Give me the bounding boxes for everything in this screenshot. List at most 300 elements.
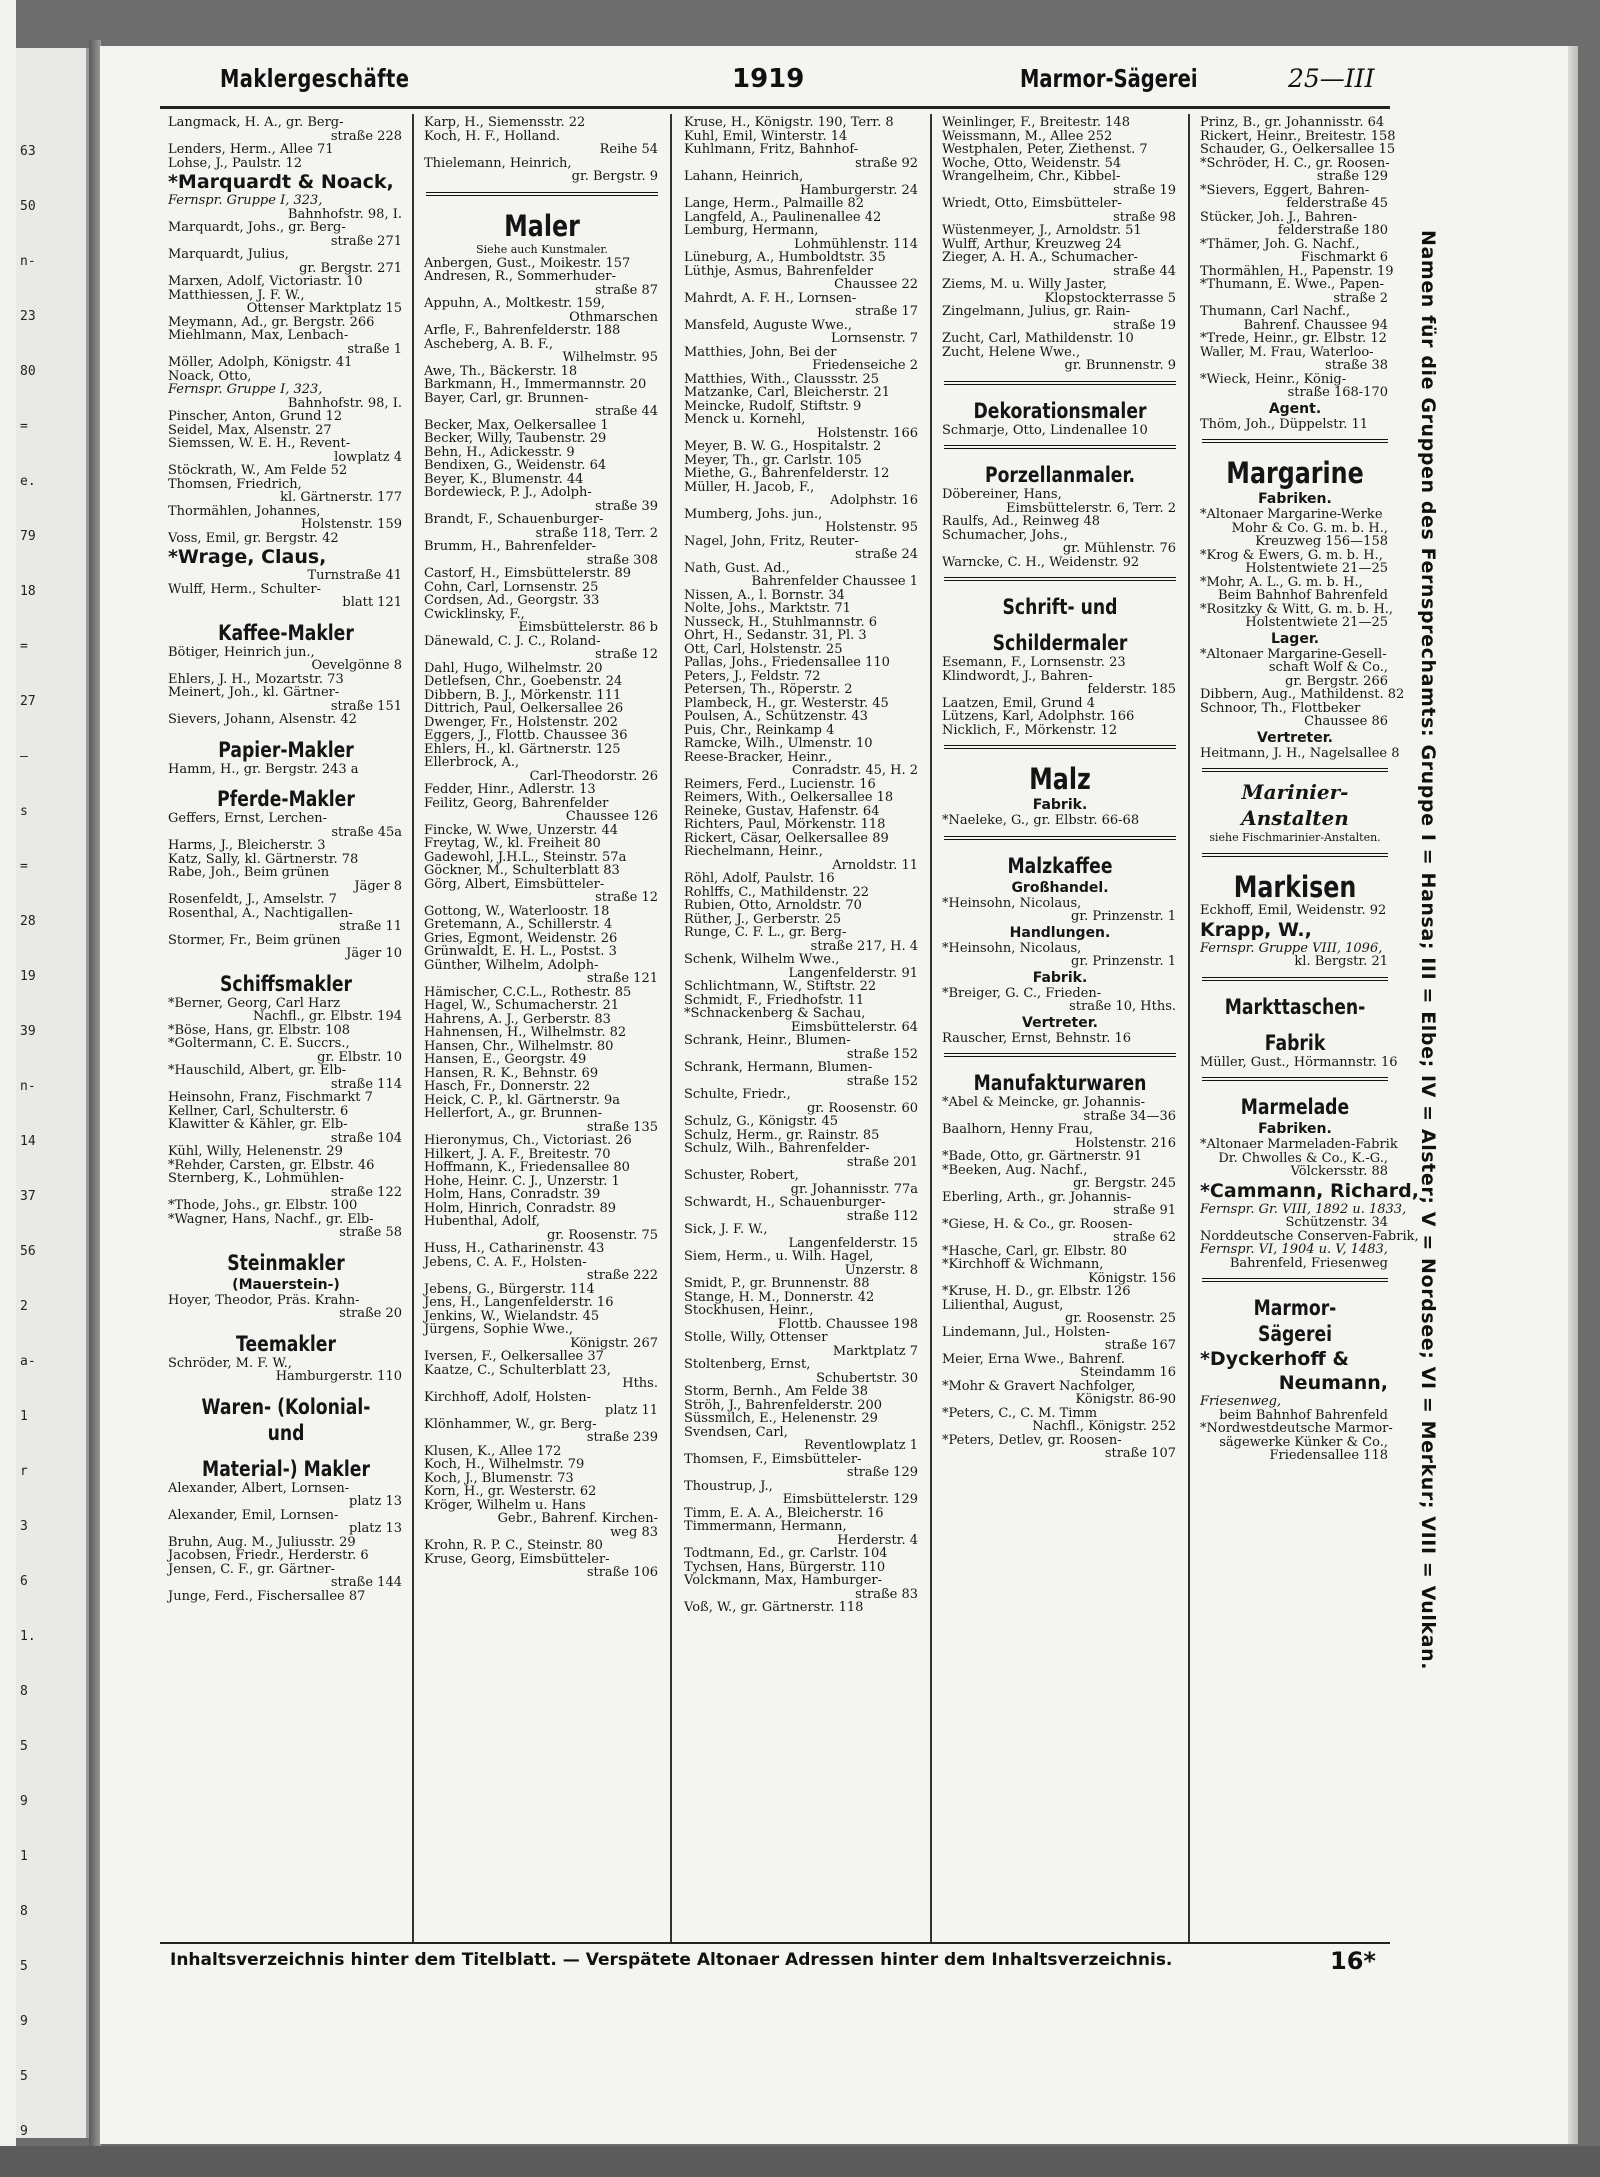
listing-continuation: Neumann, [1278, 1372, 1388, 1394]
listing-entry: Rickert, Cäsar, Oelkersallee 89 [684, 830, 889, 846]
listing-continuation: felderstraße 45 [1286, 196, 1388, 211]
listing-entry: Barkmann, H., Immermannstr. 20 [424, 377, 647, 392]
previous-page-fragment: n- [20, 254, 36, 269]
telephone-groups-note: Namen für die Gruppen des Fernsprechamts: Gruppe I = Hansa; III = Elbe; IV = Alster; V = Nordsee; VI = Merkur; VIII = Vulkan. [1417, 230, 1439, 1671]
listing-entry: Schmarje, Otto, Lindenallee 10 [942, 422, 1148, 438]
listing-entry: Zucht, Helene Wwe., [942, 344, 1081, 360]
section-heading: Schiffsmakler [219, 971, 353, 996]
listing-continuation: straße 271 [330, 233, 402, 249]
listing-continuation: straße 129 [846, 1465, 918, 1480]
listing-continuation: straße 12 [595, 890, 658, 905]
double-rule [1202, 439, 1388, 446]
listing-continuation: blatt 121 [342, 595, 402, 610]
page-number: 16* [1330, 1947, 1376, 1975]
previous-page-fragment: 2 [20, 1299, 28, 1314]
listing-continuation: straße 2 [1333, 290, 1388, 306]
listing-entry: Cohn, Carl, Lornsenstr. 25 [424, 579, 599, 595]
listing-continuation: straße 92 [855, 155, 918, 171]
listing-continuation: straße 107 [1104, 1446, 1176, 1461]
listing-entry: Lüneburg, A., Humboldtstr. 35 [684, 250, 886, 265]
listing-entry: Eckhoff, Emil, Weidenstr. 92 [1200, 903, 1387, 918]
listing-continuation: gr. Roosenstr. 60 [806, 1100, 918, 1116]
listing-continuation: straße 1 [347, 341, 402, 357]
listing-entry: Becker, Willy, Taubenstr. 29 [424, 431, 607, 446]
listing-entry: Timmermann, Hermann, [684, 1519, 847, 1534]
previous-page-fragment: 3 [20, 1519, 28, 1534]
listing-entry: Grünwaldt, E. H. L., Postst. 3 [424, 944, 617, 959]
listing-entry: Thöm, Joh., Düppelstr. 11 [1200, 416, 1369, 432]
section-heading: Malz [1029, 762, 1091, 796]
listing-entry: Hoyer, Theodor, Präs. Krahn- [168, 1292, 360, 1308]
listing-entry: Schulz, G., Königstr. 45 [684, 1114, 839, 1129]
listing-continuation: Holstenstr. 159 [300, 517, 402, 532]
listing-entry: *Giese, H. & Co., gr. Roosen- [942, 1216, 1133, 1232]
listing-continuation: gr. Bergstr. 245 [1073, 1176, 1176, 1191]
listing-entry: Weinlinger, F., Breitestr. 148 [942, 115, 1130, 130]
listing-continuation: Reventlowplatz 1 [804, 1438, 918, 1453]
section-heading: Malzkaffee [1007, 853, 1113, 878]
listing-continuation: felderstr. 185 [1087, 682, 1176, 697]
listing-entry: Günther, Wilhelm, Adolph- [424, 957, 599, 973]
listing-continuation: Reihe 54 [599, 142, 658, 157]
listing-entry: Koch, J., Blumenstr. 73 [424, 1470, 574, 1486]
listing-entry: Miethe, G., Bahrenfelderstr. 12 [684, 466, 890, 481]
listing-entry: Beyer, K., Blumenstr. 44 [424, 471, 584, 487]
listing-continuation: straße 12 [595, 647, 658, 662]
section-heading: Marmor-Sägerei [1253, 1296, 1337, 1346]
listing-entry: Schumacher, Johs., [942, 527, 1068, 543]
listing-continuation: straße 129 [1316, 169, 1388, 184]
listing-entry: *Heinsohn, Nicolaus, [942, 895, 1082, 911]
listing-entry: *Rehder, Carsten, gr. Elbstr. 46 [168, 1157, 375, 1173]
listing-entry: Schulz, Wilh., Bahrenfelder- [684, 1141, 870, 1156]
previous-page-fragment: 37 [20, 1189, 36, 1204]
listing-entry: Pallas, Johs., Friedensallee 110 [684, 655, 890, 670]
listing-entry: Klindwordt, J., Bahren- [942, 668, 1093, 684]
double-rule [1202, 977, 1388, 984]
listing-entry: Matzanke, Carl, Bleicherstr. 21 [684, 385, 891, 400]
previous-page-fragment: 1 [20, 1409, 28, 1424]
listing-continuation: Jäger 10 [346, 946, 402, 961]
listing-entry: Eberling, Arth., gr. Johannis- [942, 1189, 1132, 1205]
listing-continuation: Chaussee 126 [565, 809, 658, 824]
listing-entry: Schwardt, H., Schauenburger- [684, 1195, 886, 1210]
double-rule [1202, 853, 1388, 860]
listing-continuation: felderstraße 180 [1277, 223, 1388, 238]
listing-entry: Schauder, G., Oelkersallee 15 [1200, 142, 1396, 157]
section-heading: Dekorationsmaler [973, 398, 1147, 423]
listing-entry: Miehlmann, Max, Lenbach- [168, 328, 349, 343]
listing-continuation: straße 239 [586, 1430, 658, 1445]
listing-entry: Stange, H. M., Donnerstr. 42 [684, 1289, 875, 1305]
listing-entry: Nath, Gust. Ad., [684, 560, 790, 576]
listing-entry: Bruhn, Aug. M., Juliusstr. 29 [168, 1534, 356, 1550]
listing-entry: Rauscher, Ernst, Behnstr. 16 [942, 1030, 1131, 1046]
listing-continuation: straße 11 [339, 919, 402, 934]
listing-continuation: Holstenstr. 95 [825, 520, 918, 535]
listing-continuation: straße 222 [586, 1268, 658, 1283]
listing-continuation: Holstenstr. 166 [816, 425, 918, 441]
listing-continuation: schaft Wolf & Co., [1268, 660, 1388, 675]
listing-entry: Zucht, Carl, Mathildenstr. 10 [942, 331, 1134, 346]
listing-continuation: platz 11 [605, 1403, 658, 1418]
listing-continuation: Schützenstr. 34 [1285, 1215, 1388, 1230]
listing-entry: *Altonaer Margarine-Gesell- [1200, 646, 1387, 662]
listing-continuation: platz 13 [349, 1521, 402, 1536]
section-heading: Kaffee-Makler [218, 620, 354, 645]
listing-entry: Schröder, M. F. W., [168, 1355, 292, 1371]
listing-entry: Holm, Hans, Conradstr. 39 [424, 1187, 601, 1202]
listing-entry: Poulsen, A., Schützenstr. 43 [684, 709, 868, 724]
listing-continuation: Holstentwiete 21—25 [1245, 561, 1388, 576]
listing-entry: Meymann, Ad., gr. Bergstr. 266 [168, 314, 375, 330]
listing-entry: Hamm, H., gr. Bergstr. 243 a [168, 761, 359, 777]
listing-continuation: straße 106 [586, 1565, 658, 1580]
listing-continuation: straße 19 [1113, 317, 1176, 333]
listing-continuation: straße 167 [1104, 1338, 1176, 1353]
listing-entry: *Cammann, Richard, [1200, 1179, 1419, 1202]
listing-column-1 [168, 116, 404, 1946]
listing-entry: Fernspr. Gruppe I, 323, [168, 382, 323, 397]
listing-continuation: straße 151 [330, 698, 402, 714]
subheading: Großhandel. [1011, 879, 1109, 896]
listing-entry: Lange, Herm., Palmaille 82 [684, 196, 864, 211]
double-rule [1202, 1077, 1388, 1084]
footer-note: Inhaltsverzeichnis hinter dem Titelblatt. — Verspätete Altonaer Adressen hinter dem Inhaltsverzeichnis. [170, 1950, 1173, 1970]
listing-continuation: straße 87 [595, 282, 658, 298]
listing-entry: Reineke, Gustav, Hafenstr. 64 [684, 803, 880, 819]
listing-continuation: Völckersstr. 88 [1290, 1164, 1388, 1179]
listing-entry: Göckner, M., Schulterblatt 83 [424, 863, 620, 878]
listing-entry: Ascheberg, A. B. F., [424, 336, 553, 352]
listing-entry: Heitmann, J. H., Nagelsallee 8 [1200, 745, 1400, 761]
listing-entry: Heick, C. P., kl. Gärtnerstr. 9a [424, 1092, 620, 1108]
listing-entry: Krapp, W., [1200, 918, 1312, 941]
listing-entry: Ehlers, H., kl. Gärtnerstr. 125 [424, 741, 621, 757]
listing-continuation: straße 122 [330, 1184, 402, 1200]
listing-entry: *Berner, Georg, Carl Harz [168, 995, 341, 1011]
listing-entry: Lahann, Heinrich, [684, 169, 804, 184]
listing-entry: Mansfeld, Auguste Wwe., [684, 317, 852, 333]
listing-continuation: straße 228 [330, 128, 402, 144]
listing-continuation: Lohmühlenstr. 114 [794, 236, 918, 252]
listing-continuation: Nachfl., Königstr. 252 [1032, 1419, 1176, 1434]
listing-continuation: straße 44 [595, 404, 658, 419]
listing-entry: Rabe, Joh., Beim grünen [168, 865, 330, 880]
listing-entry: Thomsen, Friedrich, [168, 476, 302, 492]
listing-entry: Prinz, B., gr. Johannisstr. 64 [1200, 115, 1385, 130]
previous-page-fragment: 23 [20, 309, 36, 324]
listing-entry: Möller, Adolph, Königstr. 41 [168, 355, 353, 370]
previous-page-fragment: 18 [20, 584, 36, 599]
listing-entry: Voss, Emil, gr. Bergstr. 42 [168, 530, 339, 546]
listing-entry: Riechelmann, Heinr., [684, 844, 823, 859]
listing-entry: Marquardt, Johs., gr. Berg- [168, 220, 346, 235]
listing-entry: Sick, J. F. W., [684, 1222, 768, 1237]
listing-entry: *Naeleke, G., gr. Elbstr. 66-68 [942, 813, 1140, 828]
listing-entry: Jürgens, Sophie Wwe., [424, 1322, 573, 1337]
listing-continuation: Bahnhofstr. 98, I. [287, 206, 402, 222]
listing-continuation: Bahrenfeld, Friesenweg [1229, 1255, 1388, 1271]
listing-continuation: beim Bahnhof Bahrenfeld [1219, 1407, 1388, 1423]
listing-entry: Röhl, Adolf, Paulstr. 16 [684, 871, 835, 886]
listing-entry: *Breiger, G. C., Frieden- [942, 985, 1102, 1001]
running-head-page-ref: 25—III [1288, 64, 1375, 93]
listing-entry: Raulfs, Ad., Reinweg 48 [942, 514, 1101, 529]
cross-reference-note: Siehe auch Kunstmaler. [476, 242, 608, 256]
section-heading: Markttaschen- [1224, 994, 1366, 1019]
listing-entry: Rubien, Otto, Arnoldstr. 70 [684, 898, 862, 913]
section-heading: Markisen [1233, 870, 1357, 904]
listing-entry: Bendixen, G., Weidenstr. 64 [424, 458, 607, 473]
listing-entry: Nusseck, H., Stuhlmannstr. 6 [684, 614, 878, 630]
listing-continuation: Königstr. 156 [1088, 1270, 1176, 1286]
listing-entry: Tychsen, Hans, Bürgerstr. 110 [684, 1559, 886, 1575]
listing-entry: Thormählen, H., Papenstr. 19 [1200, 263, 1394, 279]
listing-entry: Plambeck, H., gr. Westerstr. 45 [684, 695, 889, 711]
listing-entry: Siem, Herm., u. Wilh. Hagel, [684, 1249, 874, 1264]
listing-continuation: straße 114 [330, 1076, 402, 1092]
listing-continuation: Hamburgerstr. 110 [275, 1369, 402, 1384]
listing-continuation: gr. Johannisstr. 77a [790, 1181, 918, 1197]
running-head-right: Marmor-Sägerei [1020, 64, 1198, 93]
listing-entry: Wulff, Arthur, Kreuzweg 24 [942, 236, 1122, 252]
previous-page-fragment: 5 [20, 1739, 28, 1754]
listing-continuation: Wilhelmstr. 95 [562, 350, 658, 365]
listing-continuation: Holstenstr. 216 [1074, 1135, 1176, 1151]
listing-continuation: straße 217, H. 4 [810, 938, 918, 954]
double-rule [1202, 768, 1388, 775]
listing-entry: Hahnensen, H., Wilhelmstr. 82 [424, 1025, 627, 1040]
section-heading: Teemakler [236, 1331, 336, 1356]
listing-entry: Andresen, R., Sommerhuder- [424, 269, 616, 284]
listing-continuation: straße 152 [846, 1046, 918, 1062]
section-heading: Manufakturwaren [973, 1071, 1147, 1095]
listing-entry: Dibbern, B. J., Mörkenstr. 111 [424, 687, 622, 703]
listing-entry: Ziems, M. u. Willy Jaster, [942, 277, 1107, 292]
listing-continuation: straße 44 [1113, 263, 1176, 279]
listing-entry: Schlichtmann, W., Stiftstr. 22 [684, 979, 877, 994]
listing-entry: Karp, H., Siemensstr. 22 [424, 115, 586, 130]
listing-entry: Weissmann, M., Allee 252 [942, 128, 1113, 144]
listing-entry: Döbereiner, Hans, [942, 487, 1062, 502]
listing-entry: Koch, H., Wilhelmstr. 79 [424, 1457, 585, 1472]
listing-continuation: kl. Bergstr. 21 [1294, 954, 1388, 969]
section-heading: Material-) Makler [202, 1456, 370, 1481]
listing-continuation: gr. Elbstr. 10 [317, 1049, 402, 1065]
listing-entry: Fernspr. Gruppe I, 323, [168, 193, 323, 208]
listing-continuation: Carl-Theodorstr. 26 [529, 768, 658, 784]
subheading: Vertreter. [1022, 1014, 1098, 1031]
listing-continuation: Eimsbüttelerstr. 86 b [518, 620, 658, 635]
listing-entry: Rüther, J., Gerberstr. 25 [684, 911, 842, 927]
listing-entry: *Wagner, Hans, Nachf., gr. Elb- [168, 1211, 374, 1227]
listing-entry: Rosenthal, A., Nachtigallen- [168, 905, 353, 921]
listing-continuation: straße 201 [846, 1154, 918, 1170]
listing-column-5 [1200, 115, 1419, 1946]
listing-entry: Hansen, Chr., Wilhelmstr. 80 [424, 1038, 614, 1054]
listing-entry: Hasch, Fr., Donnerstr. 22 [424, 1079, 591, 1094]
subheading: Fabrik. [1032, 969, 1088, 986]
listing-entry: Lemburg, Hermann, [684, 223, 819, 238]
listing-continuation: straße 83 [855, 1586, 918, 1602]
listing-entry: *Heinsohn, Nicolaus, [942, 940, 1082, 956]
listing-continuation: straße 39 [595, 498, 658, 514]
listing-entry: Marxen, Adolf, Victoriastr. 10 [168, 274, 363, 289]
listing-continuation: straße 118, Terr. 2 [535, 525, 658, 541]
listing-entry: *Peters, Detlev, gr. Roosen- [942, 1432, 1122, 1448]
listing-entry: Arfle, F., Bahrenfelderstr. 188 [424, 323, 621, 338]
listing-entry: Schmidt, F., Friedhofstr. 11 [684, 992, 865, 1008]
listing-entry: Stormer, Fr., Beim grünen [168, 932, 341, 948]
listing-entry: Meyer, B. W. G., Hospitalstr. 2 [684, 439, 882, 454]
listing-entry: Korn, H., gr. Westerstr. 62 [424, 1484, 597, 1499]
listing-entry: Brandt, F., Schauenburger- [424, 512, 604, 527]
listing-entry: Menck u. Kornehl, [684, 412, 806, 427]
listing-continuation: straße 45a [331, 824, 402, 840]
listing-entry: Jebens, G., Bürgerstr. 114 [424, 1281, 595, 1297]
listing-entry: *Wrage, Claus, [168, 546, 327, 568]
listing-entry: Alexander, Albert, Lornsen- [168, 1480, 350, 1496]
listing-entry: Dahl, Hugo, Wilhelmstr. 20 [424, 660, 603, 676]
listing-entry: Thielemann, Heinrich, [424, 155, 572, 171]
listing-entry: *Trede, Heinr., gr. Elbstr. 12 [1200, 331, 1387, 346]
section-heading: Fabrik [1264, 1030, 1326, 1055]
previous-page-fragment: 9 [20, 2014, 28, 2029]
listing-entry: Kröger, Wilhelm u. Hans [424, 1497, 586, 1513]
listing-continuation: Ottenser Marktplatz 15 [246, 301, 402, 316]
listing-entry: Wulff, Herm., Schulter- [168, 581, 321, 597]
previous-page-fragment: 5 [20, 2069, 28, 2084]
listing-entry: Huss, H., Catharinenstr. 43 [424, 1241, 605, 1256]
previous-page-fragment: n- [20, 1079, 36, 1094]
listing-entry: Müller, H. Jacob, F., [684, 479, 815, 495]
listing-entry: Holm, Hinrich, Conradstr. 89 [424, 1200, 616, 1216]
previous-page-fragment: = [20, 419, 28, 434]
section-heading: Steinmakler [227, 1250, 345, 1275]
listing-entry: Schenk, Wilhelm Wwe., [684, 952, 840, 967]
scan-left-strip [0, 0, 16, 2177]
listing-continuation: Hths. [622, 1376, 658, 1391]
listing-continuation: straße 152 [846, 1073, 918, 1089]
listing-entry: Nicklich, F., Mörkenstr. 12 [942, 722, 1118, 738]
listing-entry: Storm, Bernh., Am Felde 38 [684, 1384, 869, 1399]
listing-entry: *Bade, Otto, gr. Gärtnerstr. 91 [942, 1149, 1142, 1164]
telephone-groups-sidebar [1408, 230, 1448, 1830]
listing-entry: Hellerfort, A., gr. Brunnen- [424, 1106, 603, 1121]
listing-entry: Baalhorn, Henny Frau, [942, 1122, 1094, 1137]
listing-continuation: Friedenseiche 2 [812, 358, 918, 373]
listing-entry: Meyer, Th., gr. Carlstr. 105 [684, 452, 862, 468]
listing-entry: Gries, Egmont, Weidenstr. 26 [424, 930, 618, 946]
listing-continuation: lowplatz 4 [334, 449, 402, 465]
listing-entry: Sternberg, K., Lohmühlen- [168, 1171, 344, 1186]
section-heading: Schrift- und [1002, 595, 1118, 619]
column-rule [1188, 114, 1190, 1944]
listing-continuation: Chaussee 86 [1304, 714, 1388, 729]
listing-entry: Kuhl, Emil, Winterstr. 14 [684, 128, 848, 144]
listing-continuation: gr. Bergstr. 9 [571, 169, 658, 184]
listing-continuation: straße 38 [1325, 358, 1388, 373]
section-heading: Porzellanmaler. [984, 463, 1136, 487]
listing-continuation: Arnoldstr. 11 [832, 857, 918, 873]
listing-entry: Sievers, Johann, Alsenstr. 42 [168, 712, 357, 727]
previous-page-fragment: — [20, 749, 28, 764]
listing-entry: Alexander, Emil, Lornsen- [168, 1507, 339, 1523]
listing-entry: Kruse, H., Königstr. 190, Terr. 8 [684, 115, 894, 130]
listing-entry: Runge, C. F. L., gr. Berg- [684, 925, 847, 940]
listing-entry: Lüthje, Asmus, Bahrenfelder [684, 263, 874, 279]
listing-continuation: Klopstockterrasse 5 [1044, 290, 1176, 306]
previous-page-fragment: = [20, 639, 28, 654]
double-rule [944, 577, 1176, 584]
listing-entry: *Nordwestdeutsche Marmor- [1200, 1421, 1393, 1436]
listing-entry: Nissen, A., l. Bornstr. 34 [684, 587, 845, 603]
listing-entry: Thoustrup, J., [684, 1478, 773, 1494]
previous-page-fragment: 14 [20, 1134, 36, 1149]
footer-rule [160, 1942, 1390, 1944]
listing-entry: Marquardt, Julius, [168, 247, 289, 262]
listing-entry: Ellerbrock, A., [424, 755, 520, 770]
listing-entry: *Rositzky & Witt, G. m. b. H., [1200, 601, 1394, 617]
listing-entry: Esemann, F., Lornsenstr. 23 [942, 655, 1126, 670]
subheading: Lager. [1270, 630, 1320, 647]
listing-entry: Svendsen, Carl, [684, 1424, 788, 1440]
listing-entry: Kuhlmann, Fritz, Bahnhof- [684, 142, 859, 157]
listing-continuation: straße 20 [339, 1306, 402, 1321]
listing-entry: Awe, Th., Bäckerstr. 18 [424, 363, 578, 379]
previous-page-fragment: 79 [20, 529, 36, 544]
listing-continuation: Mohr & Co. G. m. b. H., [1231, 520, 1388, 536]
double-rule [944, 1053, 1176, 1060]
listing-entry: Hohe, Heinr. C. J., Unzerstr. 1 [424, 1173, 620, 1189]
listing-entry: Kruse, Georg, Eimsbütteler- [424, 1551, 610, 1567]
listing-entry: Bötiger, Heinrich jun., [168, 644, 315, 660]
listing-continuation: straße 121 [586, 971, 658, 986]
listing-entry: Siemssen, W. E. H., Revent- [168, 436, 351, 451]
listing-entry: Pinscher, Anton, Grund 12 [168, 409, 343, 424]
listing-entry: Geffers, Ernst, Lerchen- [168, 811, 328, 826]
listing-entry: Hansen, E., Georgstr. 49 [424, 1052, 587, 1067]
listing-column-4 [942, 116, 1178, 1946]
listing-entry: Gottong, W., Waterloostr. 18 [424, 903, 610, 919]
previous-page-fragment: e. [20, 474, 36, 489]
listing-entry: Görg, Albert, Eimsbütteler- [424, 876, 605, 892]
listing-continuation: gr. Prinzenstr. 1 [1071, 909, 1176, 924]
listing-entry: Norddeutsche Conserven-Fabrik, [1200, 1228, 1419, 1244]
listing-entry: Stöckrath, W., Am Felde 52 [168, 463, 348, 478]
listing-entry: Jensen, C. F., gr. Gärtner- [168, 1561, 336, 1577]
listing-entry: Kaatze, C., Schulterblatt 23, [424, 1362, 611, 1378]
listing-continuation: Eimsbüttelerstr. 64 [790, 1019, 918, 1035]
previous-page-fragment: 63 [20, 144, 36, 159]
listing-entry: Katz, Sally, kl. Gärtnerstr. 78 [168, 851, 359, 867]
listing-continuation: Chaussee 22 [834, 277, 918, 292]
listing-entry: *Altonaer Margarine-Werke [1200, 507, 1383, 522]
subheading: Fabriken. [1258, 1121, 1332, 1137]
listing-entry: Petersen, Th., Röperstr. 2 [684, 682, 853, 697]
listing-continuation: Lornsenstr. 7 [830, 331, 918, 346]
listing-entry: *Altonaer Marmeladen-Fabrik [1200, 1137, 1398, 1152]
listing-entry: Klawitter & Kähler, gr. Elb- [168, 1117, 348, 1132]
listing-entry: Feilitz, Georg, Bahrenfelder [424, 795, 609, 811]
listing-continuation: Marktplatz 7 [832, 1343, 918, 1359]
listing-continuation: Nachfl., gr. Elbstr. 194 [253, 1009, 402, 1024]
column-rule [670, 114, 672, 1944]
listing-continuation: Eimsbüttelerstr. 6, Terr. 2 [1006, 500, 1176, 516]
previous-page-fragment: 80 [20, 364, 36, 379]
previous-page-fragment: 5 [20, 1959, 28, 1974]
